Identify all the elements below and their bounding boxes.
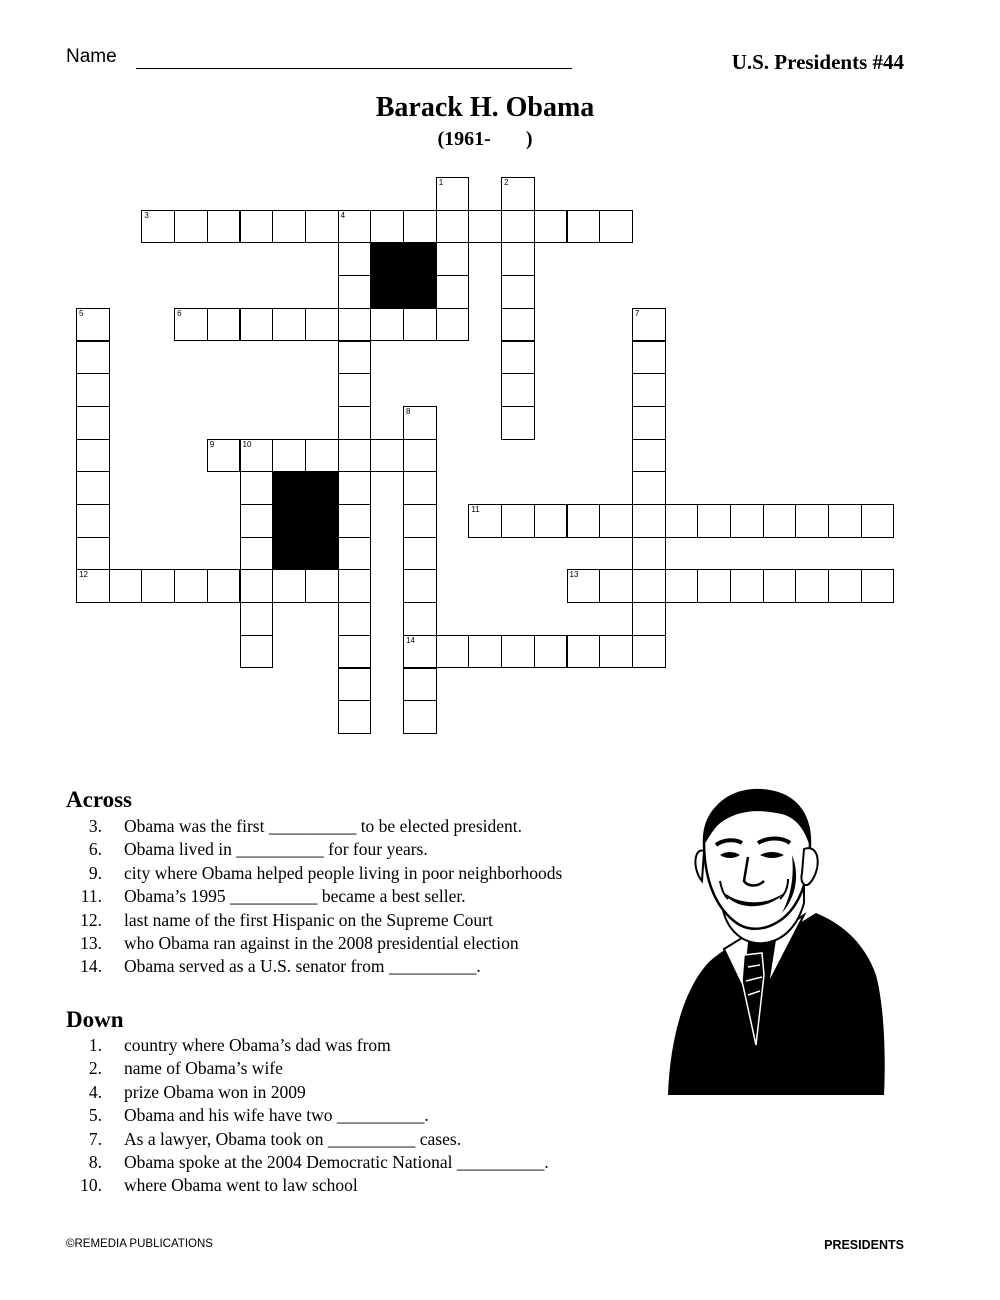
across-clue-list <box>66 815 666 979</box>
crossword-cell[interactable] <box>338 537 372 571</box>
crossword-cell[interactable] <box>501 504 535 538</box>
clue-item: 4. prize Obama won in 2009 <box>88 1081 306 1102</box>
crossword-cell[interactable] <box>501 373 535 407</box>
crossword-cell[interactable] <box>632 406 666 440</box>
crossword-cell[interactable] <box>599 210 633 244</box>
crossword-cell[interactable] <box>305 439 339 473</box>
crossword-cell[interactable] <box>501 210 535 244</box>
crossword-cell[interactable] <box>403 700 437 734</box>
crossword-cell[interactable] <box>403 439 437 473</box>
crossword-cell[interactable] <box>501 635 535 669</box>
crossword-cell[interactable] <box>436 210 470 244</box>
copyright-footer: ©REMEDIA PUBLICATIONS <box>66 1238 213 1250</box>
crossword-cell[interactable] <box>338 210 372 244</box>
crossword-cell[interactable] <box>370 210 404 244</box>
crossword-cell[interactable] <box>665 504 699 538</box>
crossword-cell[interactable] <box>207 308 241 342</box>
crossword-cell[interactable] <box>272 439 306 473</box>
clue-number: 5 <box>79 308 84 318</box>
crossword-cell[interactable] <box>305 210 339 244</box>
crossword-cell[interactable] <box>468 635 502 669</box>
crossword-cell[interactable] <box>338 602 372 636</box>
black-square <box>370 242 436 308</box>
crossword-cell[interactable] <box>207 439 241 473</box>
crossword-cell[interactable] <box>338 373 372 407</box>
clue-item: 1. country where Obama’s dad was from <box>88 1035 391 1055</box>
crossword-cell[interactable] <box>338 439 372 473</box>
crossword-cell[interactable] <box>567 635 601 669</box>
crossword-cell[interactable] <box>76 406 110 440</box>
crossword-cell[interactable] <box>861 504 895 538</box>
crossword-cell[interactable] <box>240 635 274 669</box>
crossword-cell[interactable] <box>436 242 470 276</box>
clue-item: 13. who Obama ran against in the 2008 presidential election <box>80 932 519 953</box>
clue-number: 14 <box>406 635 415 645</box>
crossword-cell[interactable] <box>632 537 666 571</box>
page-title: Barack H. Obama <box>375 92 595 123</box>
crossword-cell[interactable] <box>272 210 306 244</box>
crossword-cell[interactable] <box>403 668 437 702</box>
clue-number: 12 <box>79 570 88 580</box>
crossword-cell[interactable] <box>795 569 829 603</box>
crossword-cell[interactable] <box>338 406 372 440</box>
clue-number: 1 <box>438 178 444 187</box>
clue-number: 10 <box>242 439 252 449</box>
crossword-cell[interactable] <box>305 569 339 603</box>
crossword-cell[interactable] <box>370 308 404 342</box>
crossword-cell[interactable] <box>240 439 274 473</box>
crossword-cell[interactable] <box>468 504 502 538</box>
clue-number: 7 <box>634 308 640 318</box>
crossword-cell[interactable] <box>338 242 372 276</box>
clue-item: 11. Obama’s 1995 __________ became a best seller. <box>80 886 466 907</box>
clue-number: 13 <box>569 570 579 580</box>
crossword-cell[interactable] <box>141 569 175 603</box>
crossword-cell[interactable] <box>436 308 470 342</box>
crossword-cell[interactable] <box>730 569 764 603</box>
crossword-cell[interactable] <box>436 177 470 211</box>
clue-number: 6 <box>177 308 182 318</box>
crossword-cell[interactable] <box>338 635 372 669</box>
clue-number: 4 <box>340 210 346 220</box>
crossword-cell[interactable] <box>534 504 568 538</box>
crossword-cell[interactable] <box>76 537 110 571</box>
clue-number: 9 <box>209 439 215 449</box>
series-label: U.S. Presidents #44 <box>731 50 904 74</box>
crossword-cell[interactable] <box>632 569 666 603</box>
crossword-cell[interactable] <box>240 537 274 571</box>
crossword-cell[interactable] <box>795 504 829 538</box>
crossword-cell[interactable] <box>240 504 274 538</box>
crossword-cell[interactable] <box>632 471 666 505</box>
crossword-cell[interactable] <box>338 471 372 505</box>
crossword-cell[interactable] <box>501 275 535 309</box>
crossword-cell[interactable] <box>763 569 797 603</box>
crossword-cell[interactable] <box>730 504 764 538</box>
black-square <box>272 471 338 570</box>
crossword-cell[interactable] <box>240 308 274 342</box>
crossword-cell[interactable] <box>240 471 274 505</box>
crossword-cell[interactable] <box>240 602 274 636</box>
crossword-cell[interactable] <box>599 504 633 538</box>
clue-item: 2. name of Obama’s wife <box>88 1058 283 1079</box>
crossword-cell[interactable] <box>141 210 175 244</box>
crossword-cell[interactable] <box>403 308 437 342</box>
crossword-cell[interactable] <box>338 668 372 702</box>
crossword-cell[interactable] <box>403 635 437 669</box>
crossword-cell[interactable] <box>403 537 437 571</box>
clue-number: 8 <box>406 406 411 416</box>
clue-item: 10. where Obama went to law school <box>80 1175 358 1196</box>
name-label: Name <box>66 46 117 67</box>
crossword-cell[interactable] <box>534 210 568 244</box>
crossword-cell[interactable] <box>240 569 274 603</box>
crossword-cell[interactable] <box>828 569 862 603</box>
crossword-cell[interactable] <box>370 439 404 473</box>
crossword-cell[interactable] <box>109 569 143 603</box>
crossword-cell[interactable] <box>76 308 110 342</box>
clue-number: 11 <box>471 505 480 514</box>
clue-item: 3. Obama was the first __________ to be elected president. <box>88 816 523 836</box>
crossword-cell[interactable] <box>76 569 110 603</box>
crossword-cell[interactable] <box>338 341 372 375</box>
crossword-cell[interactable] <box>338 700 372 734</box>
crossword-cell[interactable] <box>632 308 666 342</box>
clue-item: 6. Obama lived in __________ for four years. <box>88 839 428 860</box>
crossword-cell[interactable] <box>338 504 372 538</box>
clue-item: 14. Obama served as a U.S. senator from __________. <box>80 956 481 977</box>
crossword-cell[interactable] <box>501 308 535 342</box>
life-dates: (1961- ) <box>437 128 533 150</box>
crossword-cell[interactable] <box>436 635 470 669</box>
crossword-cell[interactable] <box>305 308 339 342</box>
crossword-cell[interactable] <box>632 373 666 407</box>
crossword-cell[interactable] <box>338 569 372 603</box>
crossword-cell[interactable] <box>76 471 110 505</box>
crossword-cell[interactable] <box>338 275 372 309</box>
crossword-cell[interactable] <box>174 569 208 603</box>
clue-item: 7. As a lawyer, Obama took on __________ cases. <box>88 1128 462 1149</box>
clue-number: 2 <box>504 178 509 187</box>
clue-item: 9. city where Obama helped people living in poor neighborhoods <box>88 862 563 883</box>
clue-item: 8. Obama spoke at the 2004 Democratic National __________. <box>88 1151 549 1172</box>
crossword-cell[interactable] <box>567 569 601 603</box>
crossword-cell[interactable] <box>76 373 110 407</box>
clue-item: 5. Obama and his wife have two __________. <box>88 1105 429 1126</box>
crossword-cell[interactable] <box>697 569 731 603</box>
crossword-cell[interactable] <box>599 635 633 669</box>
crossword-cell[interactable] <box>76 504 110 538</box>
portrait-illustration <box>664 785 886 1097</box>
crossword-cell[interactable] <box>403 504 437 538</box>
crossword-cell[interactable] <box>403 210 437 244</box>
crossword-cell[interactable] <box>534 635 568 669</box>
crossword-cell[interactable] <box>240 210 274 244</box>
crossword-cell[interactable] <box>338 308 372 342</box>
crossword-cell[interactable] <box>632 439 666 473</box>
down-clue-list <box>66 1034 666 1198</box>
crossword-cell[interactable] <box>665 569 699 603</box>
crossword-cell[interactable] <box>697 504 731 538</box>
crossword-cell[interactable] <box>567 504 601 538</box>
crossword-cell[interactable] <box>207 569 241 603</box>
crossword-cell[interactable] <box>272 308 306 342</box>
crossword-cell[interactable] <box>632 602 666 636</box>
crossword-cell[interactable] <box>403 569 437 603</box>
crossword-cell[interactable] <box>76 341 110 375</box>
crossword-cell[interactable] <box>632 635 666 669</box>
section-footer: PRESIDENTS <box>824 1238 904 1252</box>
crossword-cell[interactable] <box>861 569 895 603</box>
crossword-cell[interactable] <box>632 341 666 375</box>
crossword-cell[interactable] <box>174 210 208 244</box>
crossword-cell[interactable] <box>272 569 306 603</box>
clue-number: 3 <box>144 210 149 220</box>
crossword-cell[interactable] <box>501 406 535 440</box>
crossword-cell[interactable] <box>599 569 633 603</box>
crossword-cell[interactable] <box>501 242 535 276</box>
crossword-cell[interactable] <box>828 504 862 538</box>
crossword-cell[interactable] <box>501 177 535 211</box>
down-heading: Down <box>66 1007 124 1032</box>
crossword-cell[interactable] <box>501 341 535 375</box>
crossword-cell[interactable] <box>403 406 437 440</box>
crossword-cell[interactable] <box>76 439 110 473</box>
crossword-cell[interactable] <box>632 504 666 538</box>
crossword-cell[interactable] <box>207 210 241 244</box>
across-heading: Across <box>66 787 133 812</box>
crossword-cell[interactable] <box>174 308 208 342</box>
crossword-cell[interactable] <box>403 602 437 636</box>
crossword-cell[interactable] <box>403 471 437 505</box>
crossword-cell[interactable] <box>763 504 797 538</box>
crossword-cell[interactable] <box>468 210 502 244</box>
crossword-cell[interactable] <box>436 275 470 309</box>
clue-item: 12. last name of the first Hispanic on the Supreme Court <box>80 909 493 930</box>
crossword-cell[interactable] <box>567 210 601 244</box>
